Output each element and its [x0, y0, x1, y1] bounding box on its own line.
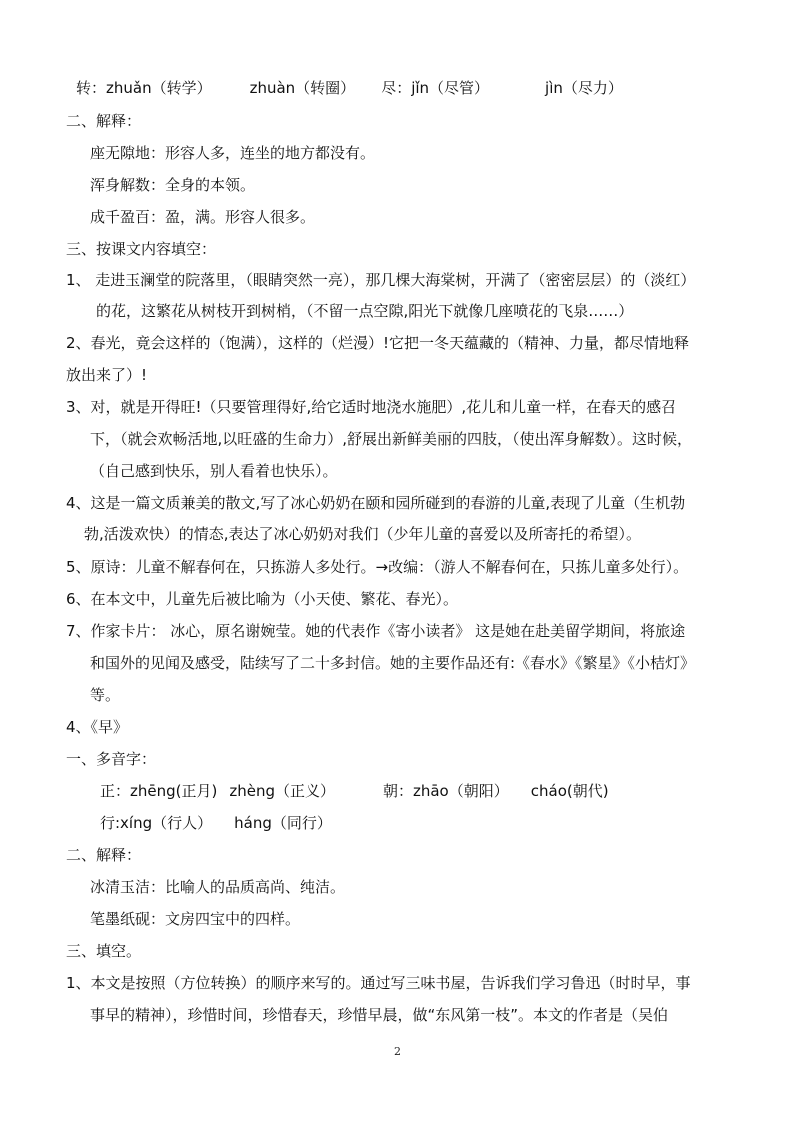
lesson-title: 4、《早》 — [66, 718, 129, 736]
entry-jin-jinguan: 尽：jǐn（尽管） — [381, 79, 490, 97]
fill-item-3-cont: 下，（就会欢畅活地,以旺盛的生命力）,舒展出新鲜美丽的四肢，（使出浑身解数）。这时候， — [90, 430, 693, 448]
definition-item: 冰清玉洁：比喻人的品质高尚、纯洁。 — [90, 878, 346, 896]
section-heading-fill: 三、按课文内容填空： — [66, 240, 217, 258]
fill-item-6: 6、在本文中，儿童先后被比喻为（小天使、繁花、春光）。 — [66, 590, 459, 608]
entry-zhuan-zhuanxue: 转：zhuǎn（转学） — [76, 79, 212, 97]
polyphone-line-zhuan-jin — [76, 78, 623, 98]
fill-item-1-zao-cont: 事早的精神），珍惜时间，珍惜春天，珍惜早晨，做“东风第一枝”。本文的作者是（吴伯 — [90, 1006, 669, 1024]
definition-item: 座无隙地：形容人多，连坐的地方都没有。 — [90, 144, 376, 162]
entry-hang-tonghang: háng（同行） — [234, 814, 332, 832]
definition-item: 成千盈百：盈，满。形容人很多。 — [90, 208, 316, 226]
fill-item-7-cont: 和国外的见闻及感受，陆续写了二十多封信。她的主要作品还有:《春水》《繁星》《小桔灯》 — [90, 654, 696, 672]
entry-zheng-zhengyi: zhèng（正义） — [229, 782, 335, 800]
fill-item-1: 1、 走进玉澜堂的院落里，（眼睛突然一亮），那几棵大海棠树，开满了（密密层层）的（淡红） — [66, 271, 696, 289]
fill-item-5: 5、原诗：儿童不解春何在，只拣游人多处行。→改编：（游人不解春何在，只拣儿童多处行）。 — [66, 558, 689, 576]
fill-item-4: 4、这是一篇文质兼美的散文,写了冰心奶奶在颐和园所碰到的春游的儿童,表现了儿童（生机勃 — [66, 494, 686, 512]
fill-item-2-cont: 放出来了）! — [66, 366, 148, 384]
polyphone-line-xing — [100, 813, 332, 833]
page-number: 2 — [394, 1045, 401, 1058]
section-heading-explain: 二、解释： — [66, 112, 142, 130]
definition-item: 浑身解数：全身的本领。 — [90, 176, 256, 194]
definition-item: 笔墨纸砚：文房四宝中的四样。 — [90, 910, 301, 928]
fill-item-3: 3、对，就是开得旺!（只要管理得好,给它适时地浇水施肥）,花儿和儿童一样，在春天的感召 — [66, 398, 677, 416]
fill-item-2: 2、春光，竟会这样的（饱满），这样的（烂漫）!它把一冬天蕴藏的（精神、力量，都尽情地释 — [66, 334, 690, 352]
fill-item-3-cont: （自己感到快乐，别人看着也快乐）。 — [90, 462, 338, 480]
section-heading-fill-2: 三、填空。 — [66, 942, 142, 960]
fill-item-4-cont: 勃,活泼欢快）的情态,表达了冰心奶奶对我们（少年儿童的喜爱以及所寄托的希望）。 — [84, 525, 642, 543]
fill-item-7-cont: 等。 — [90, 686, 121, 704]
fill-item-1-zao: 1、本文是按照（方位转换）的顺序来写的。通过写三味书屋，告诉我们学习鲁迅（时时早，事 — [66, 974, 691, 992]
polyphone-line-zheng-zhao — [100, 781, 609, 801]
fill-item-1-cont: 的花，这繁花从树枝开到树梢，（不留一点空隙,阳光下就像几座喷花的飞泉……） — [96, 302, 634, 320]
entry-zhao-zhaoyang: 朝：zhāo（朝阳） — [382, 782, 509, 800]
section-heading-explain-2: 二、解释： — [66, 846, 142, 864]
entry-jin-jinli: jìn（尽力） — [545, 79, 623, 97]
entry-zhuan-zhuanquan: zhuàn（转圈） — [249, 79, 356, 97]
fill-item-7: 7、作家卡片： 冰心，原名谢婉莹。她的代表作《寄小读者》 这是她在赴美留学期间，将旅途 — [66, 622, 686, 640]
entry-chao-chaodai: cháo(朝代) — [530, 782, 609, 800]
section-heading-polyphone: 一、多音字： — [66, 750, 157, 768]
entry-xing-xingren: 行:xíng（行人） — [100, 814, 213, 832]
entry-zheng-zhengyue: 正：zhēng(正月) — [100, 782, 218, 800]
